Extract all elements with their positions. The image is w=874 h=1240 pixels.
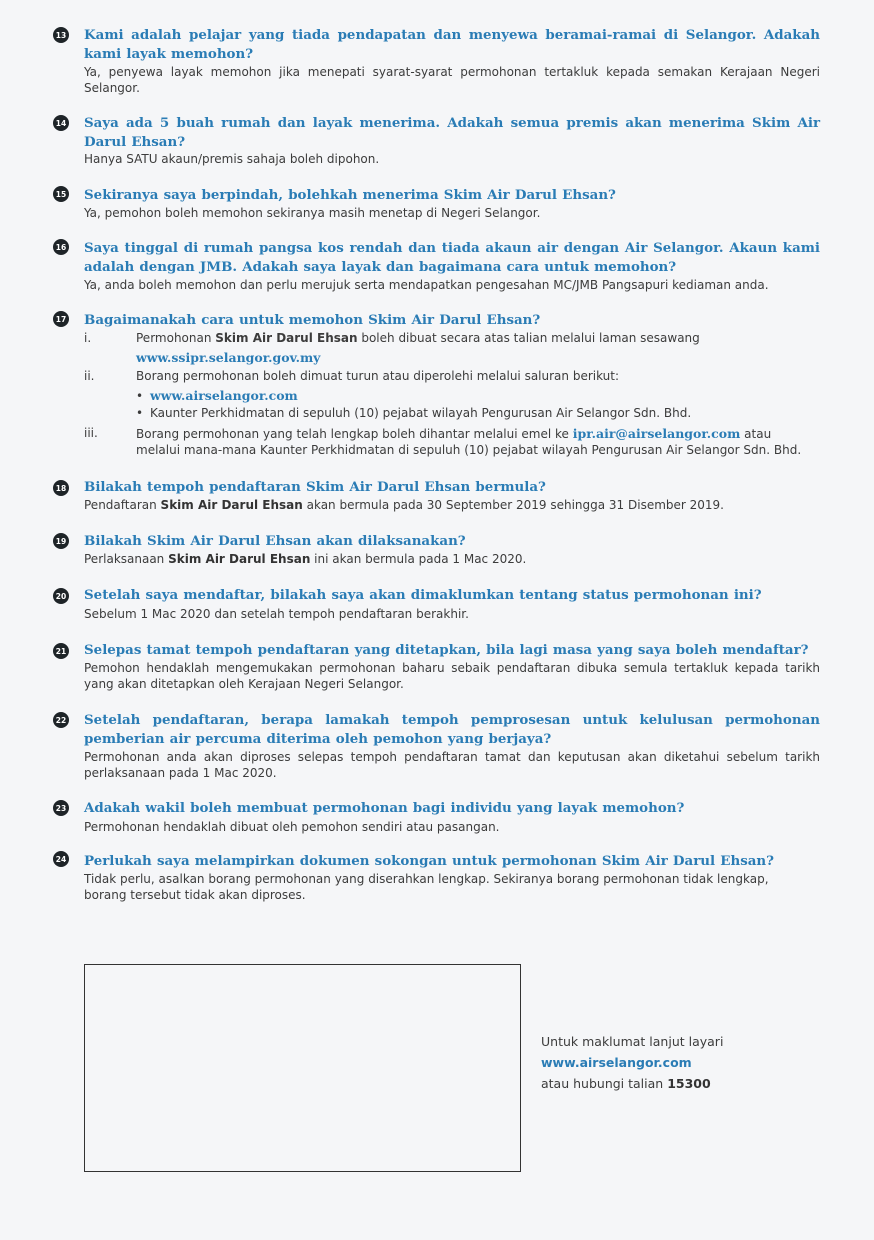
question-number-badge: 23 — [53, 800, 69, 816]
ssipr-website-link[interactable]: www.ssipr.selangor.gov.my — [136, 350, 321, 365]
question-number-badge: 13 — [53, 27, 69, 43]
question-number-badge: 15 — [53, 186, 69, 202]
faq-question-15: Sekiranya saya berpindah, bolehkah menerima Skim Air Darul Ehsan? — [84, 187, 616, 203]
faq-answer-23: Permohonan hendaklah dibuat oleh pemohon sendiri atau pasangan. — [84, 820, 500, 834]
contact-line: Untuk maklumat lanjut layari — [541, 1034, 724, 1049]
faq-question-14: Saya ada 5 buah rumah dan layak menerima. Adakah semua premis akan menerima Skim Air Darul Ehsan? — [84, 115, 820, 150]
question-number-badge: 18 — [53, 480, 69, 496]
question-number-badge: 22 — [53, 712, 69, 728]
list-item-text: Permohonan Skim Air Darul Ehsan boleh dibuat secara atas talian melalui laman sesawang — [136, 331, 700, 345]
faq-question-19: Bilakah Skim Air Darul Ehsan akan dilaksanakan? — [84, 533, 466, 549]
contact-info — [541, 1031, 723, 1094]
list-numeral: i. — [84, 331, 92, 345]
faq-answer-15: Ya, pemohon boleh memohon sekiranya masih menetap di Negeri Selangor. — [84, 206, 541, 220]
faq-question-20: Setelah saya mendaftar, bilakah saya akan dimaklumkan tentang status permohonan ini? — [84, 587, 762, 603]
bullet-icon: • — [136, 389, 144, 403]
question-number-badge: 17 — [53, 311, 69, 327]
faq-answer-14: Hanya SATU akaun/premis sahaja boleh dipohon. — [84, 152, 380, 166]
bullet-icon: • — [136, 406, 144, 420]
contact-phone-line: atau hubungi talian 15300 — [541, 1076, 711, 1091]
faq-question-18: Bilakah tempoh pendaftaran Skim Air Darul Ehsan bermula? — [84, 479, 546, 495]
question-number-badge: 21 — [53, 643, 69, 659]
question-number-badge: 16 — [53, 239, 69, 255]
airselangor-website-link[interactable]: www.airselangor.com — [150, 388, 298, 403]
question-number-badge: 24 — [53, 851, 69, 867]
bullet-item: • Kaunter Perkhidmatan di sepuluh (10) pejabat wilayah Pengurusan Air Selangor Sdn. Bhd. — [136, 406, 692, 420]
faq-question-17: Bagaimanakah cara untuk memohon Skim Air Darul Ehsan? — [84, 312, 541, 328]
faq-answer-20: Sebelum 1 Mac 2020 dan setelah tempoh pendaftaran berakhir. — [84, 607, 469, 621]
faq-question-16: Saya tinggal di rumah pangsa kos rendah dan tiada akaun air dengan Air Selangor. Akaun kami adalah dengan JMB. Adakah saya layak dan bagaimana cara untuk memohon? — [84, 240, 820, 275]
empty-frame-box — [84, 964, 521, 1172]
faq-question-23: Adakah wakil boleh membuat permohonan bagi individu yang layak memohon? — [84, 800, 685, 816]
list-numeral: iii. — [84, 426, 98, 440]
faq-answer-13: Ya, penyewa layak memohon jika menepati syarat-syarat permohonan tertakluk kepada semakan Kerajaan Negeri Selangor. — [84, 65, 820, 95]
faq-answer-21: Pemohon hendaklah mengemukakan permohonan baharu sebaik pendaftaran dibuka semula tertakluk kepada tarikh yang akan ditetapkan oleh Kerajaan Negeri Selangor. — [84, 661, 820, 691]
faq-question-13: Kami adalah pelajar yang tiada pendapatan dan menyewa beramai-ramai di Selangor. Adakah kami layak memohon? — [84, 27, 820, 62]
question-number-badge: 20 — [53, 588, 69, 604]
list-item-text: Borang permohonan boleh dimuat turun atau diperolehi melalui saluran berikut: — [136, 369, 620, 383]
faq-question-24: Perlukah saya melampirkan dokumen sokongan untuk permohonan Skim Air Darul Ehsan? — [84, 853, 774, 869]
question-number-badge: 19 — [53, 533, 69, 549]
faq-question-21: Selepas tamat tempoh pendaftaran yang ditetapkan, bila lagi masa yang saya boleh mendaftar? — [84, 642, 809, 658]
faq-answer-16: Ya, anda boleh memohon dan perlu merujuk serta mendapatkan pengesahan MC/JMB Pangsapuri kediaman anda. — [84, 278, 769, 292]
faq-answer-18: Pendaftaran Skim Air Darul Ehsan akan bermula pada 30 September 2019 sehingga 31 Disember 2019. — [84, 498, 724, 512]
faq-answer-19: Perlaksanaan Skim Air Darul Ehsan ini akan bermula pada 1 Mac 2020. — [84, 552, 527, 566]
faq-answer-22: Permohonan anda akan diproses selepas tempoh pendaftaran tamat dan keputusan akan diketahui sebelum tarikh perlaksanaan pada 1 Mac 2020. — [84, 750, 820, 780]
phone-number: 15300 — [667, 1076, 711, 1091]
contact-website-link[interactable]: www.airselangor.com — [541, 1055, 692, 1070]
question-number-badge: 14 — [53, 115, 69, 131]
email-link[interactable]: ipr.air@airselangor.com — [572, 426, 741, 441]
list-numeral: ii. — [84, 369, 95, 383]
list-item-text: Borang permohonan yang telah lengkap boleh dihantar melalui emel ke ipr.air@airselangor.com atau — [136, 426, 772, 441]
faq-answer-24: Tidak perlu, asalkan borang permohonan yang diserahkan lengkap. Sekiranya borang permohonan tidak lengkap, borang tersebut tidak akan diproses. — [84, 872, 769, 902]
scheme-name: Skim Air Darul Ehsan — [215, 331, 358, 345]
faq-question-22: Setelah pendaftaran, berapa lamakah tempoh pemprosesan untuk kelulusan permohonan pemberian air percuma diterima oleh pemohon yang berjaya? — [84, 712, 820, 747]
bullet-item — [136, 388, 298, 405]
